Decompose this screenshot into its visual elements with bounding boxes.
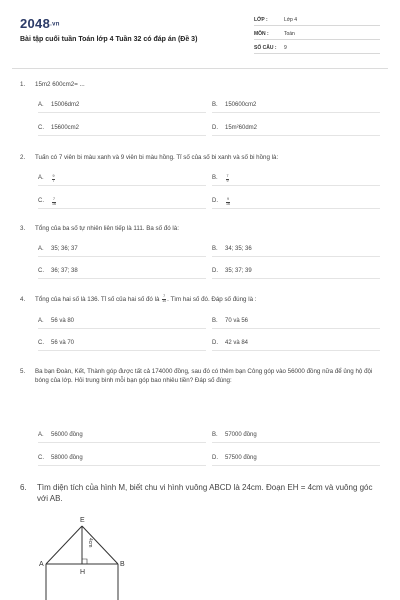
option-letter: D. — [212, 268, 218, 274]
option-letter: D. — [212, 125, 218, 131]
meta-subject-label: MÔN : — [254, 31, 269, 37]
fraction — [52, 175, 55, 184]
option-letter: B. — [212, 246, 218, 252]
option-value: 15600cm2 — [51, 125, 80, 131]
header-divider — [12, 68, 388, 69]
option-divider — [38, 208, 206, 209]
meta-count-label: SỐ CÂU : — [254, 45, 277, 51]
option-letter: B. — [212, 432, 218, 438]
option-divider — [212, 112, 380, 113]
option-divider — [212, 442, 380, 443]
option-value: 56000 đồng — [51, 432, 83, 438]
fraction — [226, 198, 230, 207]
point-a-label: A — [39, 561, 44, 568]
option-letter: D. — [212, 340, 218, 346]
fraction — [162, 295, 166, 304]
fraction-numerator: 7 — [226, 174, 229, 178]
fraction-numerator: 7 — [163, 294, 166, 299]
option-divider — [38, 442, 206, 443]
option-value: 35; 37; 39 — [225, 268, 252, 274]
option-letter: B. — [212, 102, 218, 108]
question-text: Tổng của ba số tự nhiên liên tiếp là 111. Ba số đó là: — [35, 225, 179, 232]
option-letter: C. — [38, 340, 44, 346]
option-letter: A. — [38, 102, 44, 108]
fraction-numerator: 9 — [52, 174, 55, 178]
question-text-end: . Tìm hai số đó. Đáp số đúng là : — [167, 296, 257, 303]
option-letter: B. — [212, 175, 218, 181]
site-logo[interactable] — [20, 16, 60, 31]
question-text: Tìm diện tích của hình M, biết chu vi hình vuông ABCD là 24cm. Đoạn EH = 4cm và vuông góc với AB. — [37, 483, 373, 503]
option-letter: A. — [38, 175, 44, 181]
page-header — [0, 0, 400, 70]
option-letter: C. — [38, 198, 44, 204]
option-value: 56 và 80 — [51, 318, 75, 324]
document-title: Bài tập cuối tuần Toán lớp 4 Tuần 32 có đáp án (Đề 3) — [20, 36, 198, 43]
option-letter: B. — [212, 318, 218, 324]
option-value: 150600cm2 — [225, 102, 257, 108]
meta-subject-value: Toán — [284, 31, 295, 37]
option-letter: D. — [212, 455, 218, 461]
logo-text: 2048 — [20, 16, 51, 31]
option-value — [51, 198, 57, 207]
option-divider — [38, 465, 206, 466]
option-letter: C. — [38, 125, 44, 131]
option-value — [225, 175, 230, 184]
option-value: 56 và 70 — [51, 340, 75, 346]
option-value: 57500 đồng — [225, 455, 257, 461]
option-divider — [212, 465, 380, 466]
geometry-figure — [36, 512, 146, 600]
option-divider — [38, 278, 206, 279]
option-value: 57000 đồng — [225, 432, 257, 438]
meta-class — [254, 16, 380, 26]
fraction-denominator: 7 — [52, 178, 55, 183]
option-divider — [38, 350, 206, 351]
option-divider — [38, 256, 206, 257]
question-number: 3. — [20, 225, 26, 232]
option-divider — [212, 350, 380, 351]
option-divider — [38, 328, 206, 329]
option-letter: A. — [38, 246, 44, 252]
edge-ae — [46, 526, 82, 564]
option-value: 15m²60dm2 — [225, 125, 258, 131]
question-text: 15m2 600cm2= ... — [35, 81, 85, 88]
point-b-label: B — [120, 561, 125, 568]
question-number: 1. — [20, 81, 26, 88]
option-value: 42 và 84 — [225, 340, 249, 346]
option-divider — [212, 208, 380, 209]
option-divider — [212, 278, 380, 279]
fraction-denominator: 16 — [52, 201, 56, 206]
option-value: 35; 36; 37 — [51, 246, 78, 252]
option-divider — [38, 185, 206, 186]
question-number: 5. — [20, 368, 26, 375]
option-value: 15006dm2 — [51, 102, 80, 108]
option-value: 70 và 56 — [225, 318, 249, 324]
point-e-label: E — [80, 517, 85, 524]
meta-count — [254, 44, 380, 54]
option-value: 34; 35; 36 — [225, 246, 252, 252]
option-letter: D. — [212, 198, 218, 204]
fraction-denominator: 16 — [226, 201, 230, 206]
question-text: Ba bạn Đoàn, Kết, Thành góp được tất cả 174000 đồng, sau đó có thêm bạn Công góp vào 56000 đồng nữa để ủng hộ đội bóng của lớp. Hỏi trung bình mỗi bạn góp bao nhiêu tiền? Đáp số đúng: — [35, 368, 373, 384]
meta-class-label: LỚP : — [254, 17, 268, 23]
option-letter: A. — [38, 432, 44, 438]
meta-count-value: 9 — [284, 45, 287, 51]
length-label: 4cm — [87, 538, 93, 548]
question-number: 2. — [20, 154, 26, 161]
option-value — [51, 175, 56, 184]
option-value — [225, 198, 231, 207]
option-value: 36; 37; 38 — [51, 268, 78, 274]
question-text — [35, 295, 380, 304]
right-angle-mark — [82, 559, 87, 564]
option-letter: A. — [38, 318, 44, 324]
question-text-start: Tổng của hai số là 136. Tỉ số của hai số đó là — [35, 296, 160, 303]
option-letter: C. — [38, 268, 44, 274]
fraction-numerator: 7 — [53, 197, 55, 201]
option-divider — [38, 112, 206, 113]
option-value: 58000 đồng — [51, 455, 83, 461]
fraction-denominator: 9 — [226, 178, 229, 183]
option-divider — [212, 185, 380, 186]
fraction — [52, 198, 56, 207]
question-number: 6. — [20, 483, 27, 492]
option-divider — [212, 256, 380, 257]
fraction-denominator: 10 — [162, 298, 167, 303]
option-divider — [212, 135, 380, 136]
fraction — [226, 175, 229, 184]
meta-class-value: Lớp 4 — [284, 17, 298, 23]
meta-subject — [254, 30, 380, 40]
fraction-numerator: 9 — [227, 197, 229, 201]
option-divider — [38, 135, 206, 136]
point-h-label: H — [80, 569, 86, 576]
question-number: 4. — [20, 296, 26, 303]
option-divider — [212, 328, 380, 329]
option-letter: C. — [38, 455, 44, 461]
logo-tld: .vn — [50, 21, 60, 28]
question-text: Tuấn có 7 viên bi màu xanh và 9 viên bi màu hồng. Tỉ số của số bi xanh và số bi hồng là: — [35, 154, 279, 161]
